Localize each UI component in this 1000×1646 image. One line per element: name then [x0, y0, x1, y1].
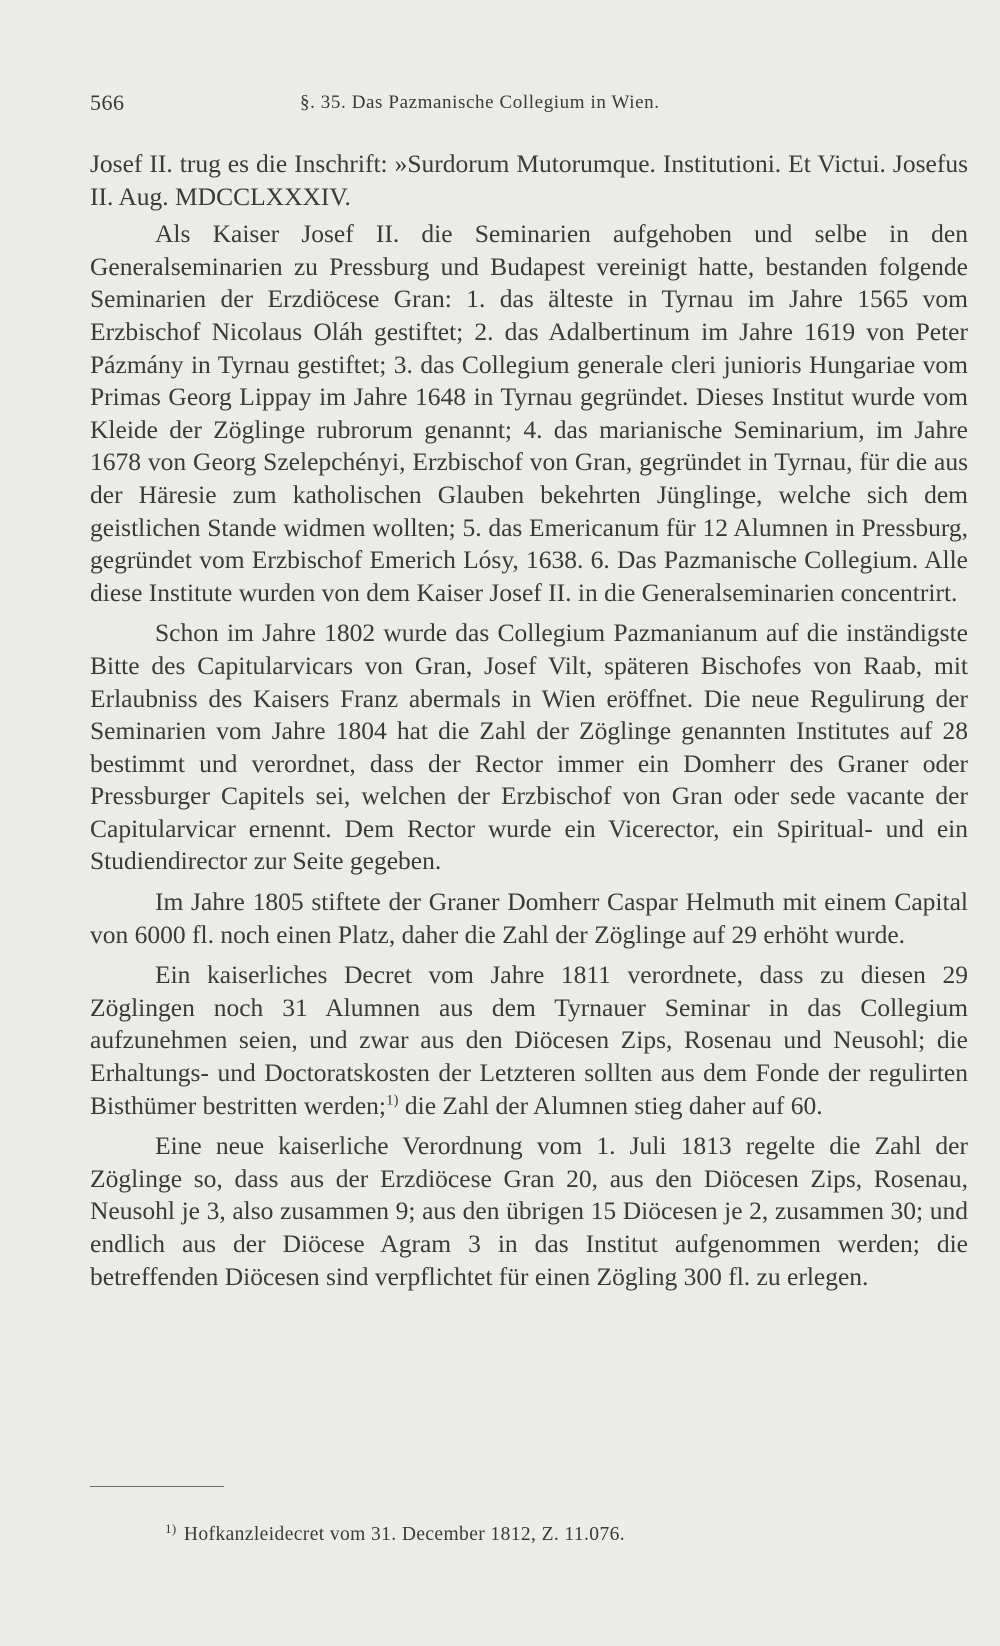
- document-page: [90, 0, 968, 1646]
- paragraph-3: Schon im Jahre 1802 wurde das Collegium Pazmanianum auf die inständigste Bitte des Capitularvicars von Gran, Josef Vilt, späteren Bischofes von Raab, mit Erlaubniss des Kaisers Franz abermals in Wien eröffnet. Die neue Regulirung der Seminarien vom Jahre 1804 hat die Zahl der Zöglinge genannten Institutes auf 28 bestimmt und verordnet, dass der Rector immer ein Domherr des Graner oder Pressburger Capitels sei, welchen der Erzbischof von Gran oder sede vacante der Capitularvicar ernennt. Dem Rector wurde ein Vicerector, ein Spiritual- und ein Studiendirector zur Seite gegeben.: [90, 618, 968, 876]
- paragraph-5: [90, 959, 968, 1122]
- paragraph-5-text: Ein kaiserliches Decret vom Jahre 1811 verordnete, dass zu diesen 29 Zöglingen noch 31 Alumnen aus dem Tyrnauer Seminar in das Collegium aufzunehmen seien, und zwar aus den Diöcesen Zips, Rosenau und Neusohl; die Erhaltungs- und Doctoratskosten der Letzteren sollten aus dem Fonde der regulirten Bisthümer bestritten werden;: [90, 960, 968, 1120]
- footnote-text: Hofkanzleidecret vom 31. December 1812, Z. 11.076.: [178, 1524, 626, 1545]
- paragraph-2: Als Kaiser Josef II. die Seminarien aufgehoben und selbe in den Generalseminarien zu Pressburg und Budapest vereinigt hatte, bestanden folgende Seminarien der Erzdiöcese Gran: 1. das älteste in Tyrnau im Jahre 1565 vom Erzbischof Nicolaus Oláh gestiftet; 2. das Adalbertinum im Jahre 1619 von Peter Pázmány in Tyrnau gestiftet; 3. das Collegium generale cleri junioris Hungariae vom Primas Georg Lippay im Jahre 1648 in Tyrnau gegründet. Dieses Institut wurde vom Kleide der Zöglinge rubrorum genannt; 4. das marianische Seminarium, im Jahre 1678 von Georg Szelepchényi, Erzbischof von Gran, gegründet in Tyrnau, für die aus der Häresie zum katholischen Glauben bekehrten Jünglinge, welche sich dem geistlichen Stande widmen wollten; 5. das Emericanum für 12 Alumnen in Pressburg, gegründet vom Erzbischof Emerich Lósy, 1638. 6. Das Pazmanische Collegium. Alle diese Institute wurden von dem Kaiser Josef II. in die Generalseminarien concentrirt.: [90, 219, 968, 607]
- running-head: §. 35. Das Pazmanische Collegium in Wien.: [300, 92, 660, 113]
- footnote-reference[interactable]: 1): [386, 1092, 399, 1109]
- footnote: [165, 1522, 625, 1548]
- paragraph-1: Josef II. trug es die Inschrift: »Surdorum Mutorumque. Institutioni. Et Victui. Josefus II. Aug. MDCCLXXXIV.: [90, 149, 968, 211]
- body-text: [90, 148, 968, 1293]
- paragraph-6: Eine neue kaiserliche Verordnung vom 1. Juli 1813 regelte die Zahl der Zöglinge so, dass aus der Erzdiöcese Gran 20, aus den Diöcesen Zips, Rosenau, Neusohl je 3, also zusammen 9; aus den übrigen 15 Diöcesen je 2, zusammen 30; und endlich aus der Diöcese Agram 3 in das Institut aufgenommen werden; die betreffenden Diöcesen sind verpflichtet für einen Zögling 300 fl. zu erlegen.: [90, 1131, 968, 1291]
- page-header: [90, 88, 968, 118]
- page-number: 566: [90, 90, 125, 115]
- footnote-divider: [90, 1486, 224, 1487]
- footnote-mark: 1): [165, 1520, 177, 1536]
- paragraph-5-text-end: die Zahl der Alumnen stieg daher auf 60.: [398, 1090, 823, 1120]
- paragraph-4: Im Jahre 1805 stiftete der Graner Domherr Caspar Helmuth mit einem Capital von 6000 fl. noch einen Platz, daher die Zahl der Zöglinge auf 29 erhöht wurde.: [90, 887, 968, 949]
